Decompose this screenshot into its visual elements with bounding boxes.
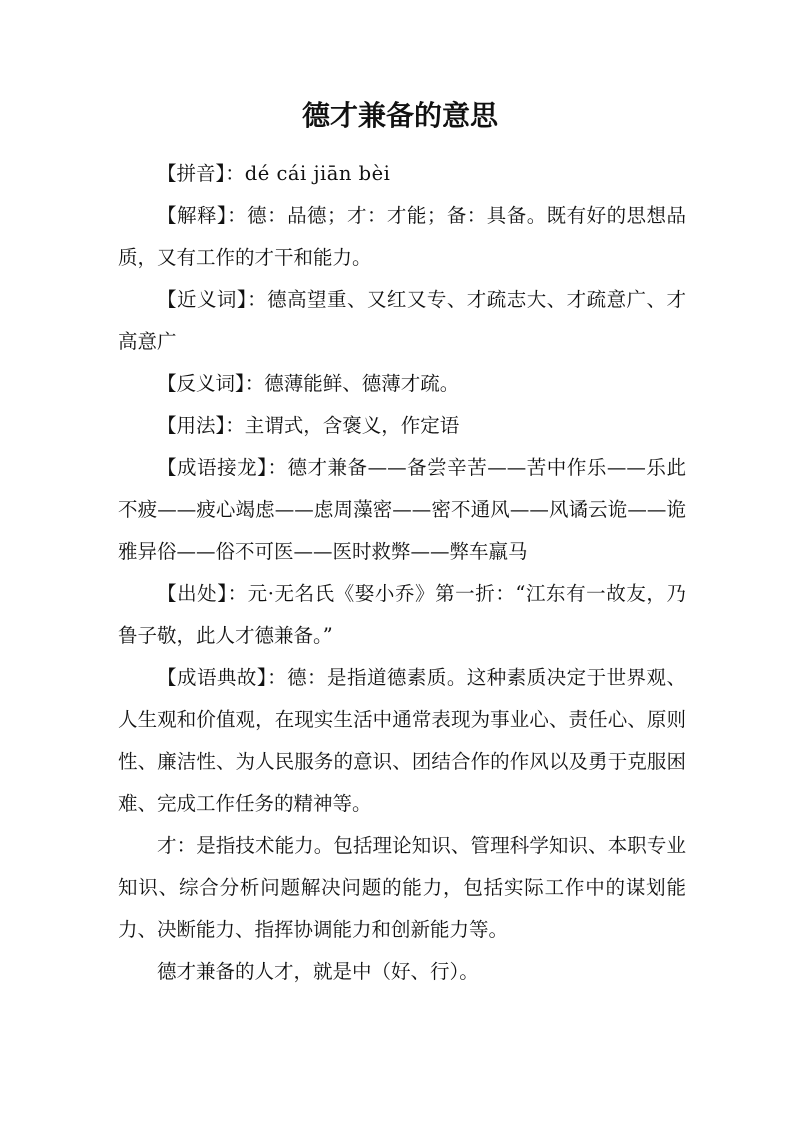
usage-paragraph: [118, 405, 686, 447]
idiom-chain-paragraph: [118, 447, 686, 573]
antonyms-separator: ：: [244, 372, 265, 395]
pinyin-label: 【拼音】: [157, 162, 226, 185]
story-paragraph: [118, 657, 686, 825]
explanation-paragraph: [118, 195, 686, 279]
source-label: 【出处】: [157, 582, 228, 605]
story-separator: ：: [267, 666, 288, 689]
explanation-label: 【解释】: [157, 204, 228, 227]
source-separator: ：: [227, 582, 248, 605]
usage-separator: ：: [225, 414, 245, 437]
source-paragraph: [118, 573, 686, 657]
document-title: 德才兼备的意思: [301, 99, 498, 132]
pinyin-text: dé cái jiān bèi: [244, 162, 391, 185]
document-body: [118, 153, 686, 993]
synonyms-text: 德高望重、又红又专、才疏志大、才疏意广、才高意广: [118, 288, 686, 353]
story-label: 【成语典故】: [157, 666, 268, 689]
explanation-text: 德：品德；才：才能；备：具备。既有好的思想品质，又有工作的才干和能力。: [118, 204, 686, 269]
closing-paragraph: 德才兼备的人才，就是中（好、行）。: [157, 960, 479, 983]
story-text: 德：是指道德素质。这种素质决定于世界观、人生观和价值观，在现实生活中通常表现为事业心、责任心、原则性、廉洁性、为人民服务的意识、团结合作的作风以及勇于克服困难、完成工作任务的精神等。: [118, 666, 686, 815]
usage-text: 主谓式，含褒义，作定语: [244, 414, 460, 437]
talent-paragraph: 才：是指技术能力。包括理论知识、管理科学知识、本职专业知识、综合分析问题解决问题的能力，包括实际工作中的谋划能力、决断能力、指挥协调能力和创新能力等。: [118, 834, 686, 941]
source-text: 元·无名氏《娶小乔》第一折：“江东有一故友，乃鲁子敬，此人才德兼备。”: [118, 582, 686, 647]
antonyms-label: 【反义词】: [157, 372, 245, 395]
antonyms-paragraph: [118, 363, 686, 405]
synonyms-label: 【近义词】: [157, 288, 248, 311]
pinyin-separator: ：: [225, 162, 245, 185]
synonyms-paragraph: [118, 279, 686, 363]
idiom-chain-label: 【成语接龙】: [157, 456, 268, 479]
idiom-chain-text: 德才兼备——备尝辛苦——苦中作乐——乐此不疲——疲心竭虑——虑周藻密——密不通风——风谲云诡——诡雅异俗——俗不可医——医时救弊——弊车羸马: [118, 456, 686, 563]
idiom-chain-separator: ：: [267, 456, 288, 479]
usage-label: 【用法】: [157, 414, 226, 437]
pinyin-paragraph: [118, 153, 686, 195]
synonyms-separator: ：: [247, 288, 268, 311]
explanation-separator: ：: [227, 204, 248, 227]
antonyms-text: 德薄能鲜、德薄才疏。: [264, 372, 460, 395]
